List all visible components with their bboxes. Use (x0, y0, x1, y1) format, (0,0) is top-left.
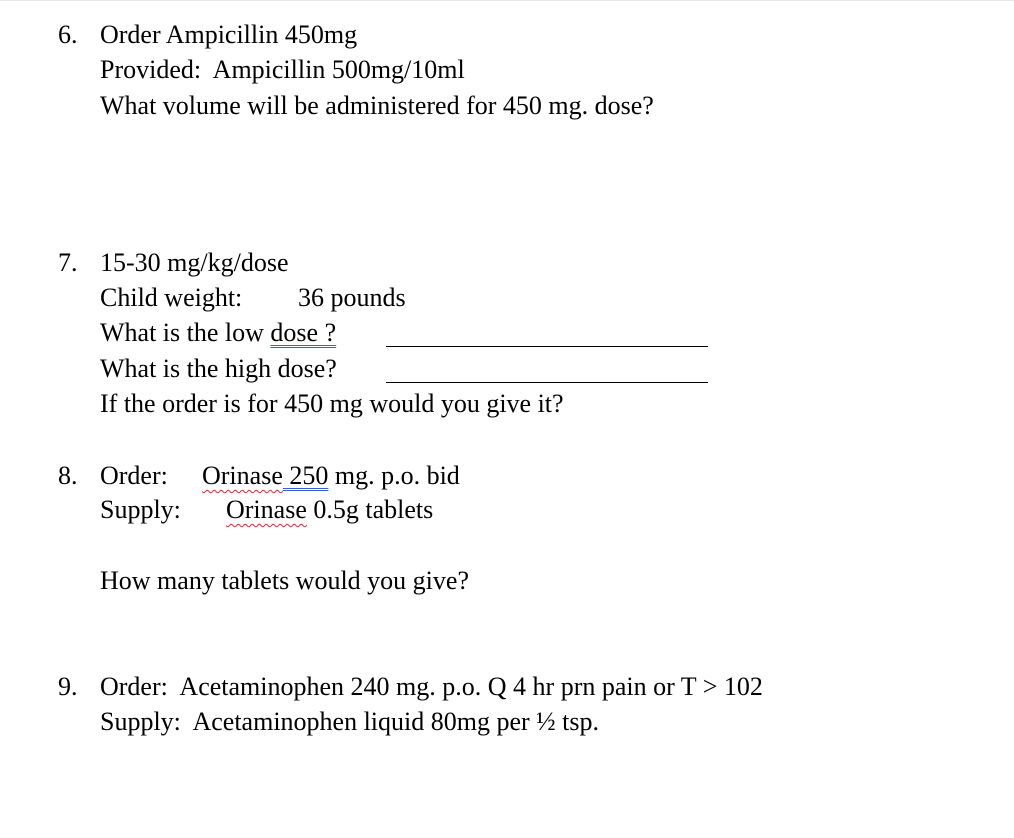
q8-order-line (202, 461, 460, 491)
q7-low-dose: dose ? (270, 318, 337, 347)
q9-supply: Supply: Acetaminophen liquid 80mg per ½ tsp. (100, 707, 600, 736)
q7-weight-value: 36 pounds (298, 283, 406, 312)
q7-rule: 15-30 mg/kg/dose (100, 248, 289, 277)
q7-low-prefix: What is the low (100, 318, 271, 347)
q7-high-answer-blank[interactable] (386, 382, 708, 383)
q7-high-question: What is the high dose? (100, 354, 337, 383)
q7-low-question (100, 318, 336, 348)
q8-order-drug: Orinase (202, 461, 283, 490)
q8-number: 8. (58, 461, 78, 490)
q8-supply-label: Supply: (100, 495, 181, 524)
q8-question: How many tablets would you give? (100, 566, 469, 595)
q6-order: Order Ampicillin 450mg (100, 20, 358, 49)
q7-low-answer-blank[interactable] (386, 346, 708, 347)
q9-number: 9. (58, 672, 78, 701)
q9-order: Order: Acetaminophen 240 mg. p.o. Q 4 hr prn pain or T > 102 (100, 672, 763, 701)
q7-weight-label: Child weight: (100, 283, 243, 312)
q6-question: What volume will be administered for 450 mg. dose? (100, 91, 654, 120)
q8-order-amount: 250 (282, 461, 329, 490)
q8-supply-drug: Orinase (226, 495, 307, 524)
q7-number: 7. (58, 248, 78, 277)
q8-supply-rest: 0.5g tablets (306, 495, 434, 524)
q8-supply-line (226, 495, 433, 525)
q7-give-question: If the order is for 450 mg would you give it? (100, 389, 564, 418)
q8-order-rest: mg. p.o. bid (328, 461, 460, 490)
q6-provided: Provided: Ampicillin 500mg/10ml (100, 55, 465, 84)
q8-order-label: Order: (100, 461, 168, 490)
q6-number: 6. (58, 20, 78, 49)
